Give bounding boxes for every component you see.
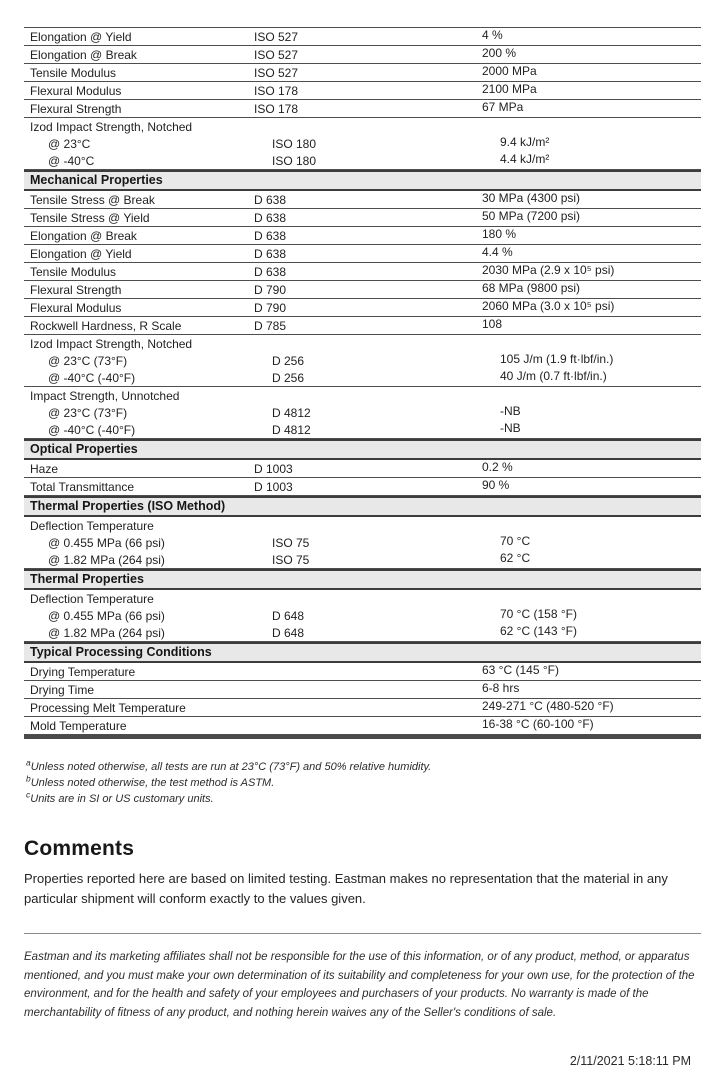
table-row (24, 607, 701, 624)
property-name: Elongation @ Break (30, 48, 137, 62)
section-title: Thermal Properties (ISO Method) (30, 499, 226, 513)
group-label: Izod Impact Strength, Notched (30, 337, 193, 351)
group-label: Deflection Temperature (30, 592, 154, 606)
test-method: D 1003 (254, 462, 293, 476)
table-row (24, 478, 701, 496)
table-row (24, 152, 701, 169)
property-name: @ 23°C (48, 137, 91, 151)
table-row (24, 717, 701, 735)
property-name: Tensile Stress @ Break (30, 193, 155, 207)
test-method: ISO 180 (272, 137, 317, 151)
table-row (24, 369, 701, 386)
property-group (24, 517, 701, 569)
property-name: @ 1.82 MPa (264 psi) (48, 553, 165, 567)
test-method: D 638 (254, 211, 287, 225)
properties-table-body (24, 28, 701, 735)
property-name: Drying Temperature (30, 665, 136, 679)
property-group (24, 118, 701, 170)
test-method: ISO 527 (254, 48, 299, 62)
property-value: 62 °C (500, 551, 531, 565)
test-method: ISO 527 (254, 30, 299, 44)
table-row (24, 82, 701, 100)
properties-table (24, 27, 701, 739)
table-row (24, 404, 701, 421)
property-group (24, 387, 701, 439)
table-row (24, 64, 701, 82)
property-value: 4.4 % (482, 245, 513, 259)
footnote (26, 775, 701, 791)
footnotes (24, 759, 701, 807)
group-label: Izod Impact Strength, Notched (30, 120, 193, 134)
table-row (24, 663, 701, 681)
table-row (24, 245, 701, 263)
footnote-marker: c (26, 789, 31, 800)
property-value: 249-271 °C (480-520 °F) (482, 699, 614, 713)
property-value: 30 MPa (4300 psi) (482, 191, 581, 205)
property-value: 108 (482, 317, 503, 331)
section-title: Thermal Properties (30, 572, 144, 586)
test-method: D 256 (272, 371, 305, 385)
property-name: Flexural Modulus (30, 84, 122, 98)
property-name: @ 1.82 MPa (264 psi) (48, 626, 165, 640)
property-name: Tensile Modulus (30, 66, 117, 80)
divider-line (24, 933, 701, 934)
footnote-marker: a (26, 757, 31, 768)
property-name: Elongation @ Yield (30, 30, 132, 44)
group-label-row (24, 517, 701, 534)
table-row (24, 681, 701, 699)
property-name: @ 23°C (73°F) (48, 406, 128, 420)
property-name: Drying Time (30, 683, 95, 697)
property-value: 0.2 % (482, 460, 513, 474)
test-method: ISO 180 (272, 154, 317, 168)
property-name: @ 0.455 MPa (66 psi) (48, 609, 165, 623)
test-method: D 4812 (272, 406, 311, 420)
test-method: ISO 75 (272, 553, 310, 567)
footnote-text: Unless noted otherwise, the test method is ASTM. (30, 777, 275, 789)
test-method: D 790 (254, 301, 287, 315)
table-row (24, 317, 701, 335)
table-row (24, 624, 701, 641)
property-value: 50 MPa (7200 psi) (482, 209, 581, 223)
footnote (26, 791, 701, 807)
table-row (24, 352, 701, 369)
group-label-row (24, 387, 701, 404)
test-method: D 648 (272, 609, 305, 623)
table-row (24, 534, 701, 551)
table-row (24, 209, 701, 227)
property-name: Elongation @ Break (30, 229, 137, 243)
property-name: Mold Temperature (30, 719, 127, 733)
test-method: D 256 (272, 354, 305, 368)
test-method: ISO 75 (272, 536, 310, 550)
group-label-row (24, 590, 701, 607)
comments-heading: Comments (24, 837, 135, 860)
table-row (24, 460, 701, 478)
test-method (248, 663, 476, 667)
table-row (24, 421, 701, 438)
footnote (26, 759, 701, 775)
table-row (24, 191, 701, 209)
property-name: Tensile Stress @ Yield (30, 211, 150, 225)
property-value: 40 J/m (0.7 ft·lbf/in.) (500, 369, 607, 383)
test-method: D 785 (254, 319, 287, 333)
property-name: Flexural Modulus (30, 301, 122, 315)
table-row (24, 28, 701, 46)
property-value: 67 MPa (482, 100, 524, 114)
legal-disclaimer: Eastman and its marketing affiliates shall not be responsible for the use of this information, or of any product, method, or apparatus mentioned, and you must make your own determination of its suitability and completeness for your own use, for the protection of the environment, and for the health and safety of your employees and purchasers of your products. No warranty is made of the merchantability of fitness of any product, and nothing herein waives any of the Seller's conditions of sale. (24, 951, 695, 1019)
property-name: Elongation @ Yield (30, 247, 132, 261)
property-value: 68 MPa (9800 psi) (482, 281, 581, 295)
property-name: @ -40°C (-40°F) (48, 371, 136, 385)
property-group (24, 590, 701, 642)
property-value: 2030 MPa (2.9 x 10⁵ psi) (482, 263, 615, 277)
section-header-row (24, 569, 701, 590)
property-name: @ -40°C (48, 154, 95, 168)
table-row (24, 299, 701, 317)
test-method: D 638 (254, 229, 287, 243)
property-name: @ 0.455 MPa (66 psi) (48, 536, 165, 550)
table-row (24, 281, 701, 299)
table-row (24, 699, 701, 717)
property-name: Processing Melt Temperature (30, 701, 186, 715)
section-header-row (24, 496, 701, 517)
test-method (248, 699, 476, 703)
group-label-row (24, 335, 701, 352)
property-value: 2000 MPa (482, 64, 537, 78)
test-method: ISO 178 (254, 102, 299, 116)
property-value: 62 °C (143 °F) (500, 624, 577, 638)
table-row (24, 135, 701, 152)
property-group (24, 335, 701, 387)
property-name: @ 23°C (73°F) (48, 354, 128, 368)
footnote-text: Unless noted otherwise, all tests are run at 23°C (73°F) and 50% relative humidity. (30, 761, 432, 773)
test-method: ISO 527 (254, 66, 299, 80)
test-method: D 638 (254, 247, 287, 261)
property-value: 2100 MPa (482, 82, 537, 96)
section-title: Mechanical Properties (30, 173, 163, 187)
test-method: ISO 178 (254, 84, 299, 98)
test-method: D 638 (254, 193, 287, 207)
property-value: 180 % (482, 227, 517, 241)
footnote-text: Units are in SI or US customary units. (30, 793, 214, 805)
property-name: Haze (30, 462, 59, 476)
group-label: Deflection Temperature (30, 519, 154, 533)
section-header-row (24, 170, 701, 191)
property-value: 4.4 kJ/m² (500, 152, 550, 166)
section-header-row (24, 439, 701, 460)
property-value: 200 % (482, 46, 517, 60)
property-name: Flexural Strength (30, 102, 122, 116)
property-value: -NB (500, 421, 521, 435)
property-value: 70 °C (500, 534, 531, 548)
table-row (24, 100, 701, 118)
test-method: D 1003 (254, 480, 293, 494)
footnote-marker: b (26, 773, 31, 784)
test-method: D 648 (272, 626, 305, 640)
test-method: D 790 (254, 283, 287, 297)
property-name: Rockwell Hardness, R Scale (30, 319, 182, 333)
table-row (24, 227, 701, 245)
property-name: @ -40°C (-40°F) (48, 423, 136, 437)
table-row (24, 551, 701, 568)
group-label: Impact Strength, Unnotched (30, 389, 180, 403)
property-value: 4 % (482, 28, 503, 42)
table-row (24, 46, 701, 64)
property-name: Total Transmittance (30, 480, 135, 494)
test-method: D 638 (254, 265, 287, 279)
section-title: Typical Processing Conditions (30, 645, 212, 659)
print-timestamp: 2/11/2021 5:18:11 PM (569, 1054, 691, 1068)
section-header-row (24, 642, 701, 663)
section-title: Optical Properties (30, 442, 138, 456)
table-row (24, 263, 701, 281)
property-name: Tensile Modulus (30, 265, 117, 279)
test-method: D 4812 (272, 423, 311, 437)
property-value: -NB (500, 404, 521, 418)
property-value: 105 J/m (1.9 ft·lbf/in.) (500, 352, 614, 366)
group-label-row (24, 118, 701, 135)
property-value: 16-38 °C (60-100 °F) (482, 717, 594, 731)
test-method (248, 717, 476, 721)
property-value: 70 °C (158 °F) (500, 607, 577, 621)
property-value: 90 % (482, 478, 510, 492)
property-value: 63 °C (145 °F) (482, 663, 559, 677)
property-value: 2060 MPa (3.0 x 10⁵ psi) (482, 299, 615, 313)
comments-body: Properties reported here are based on limited testing. Eastman makes no representation that the material in any particular shipment will conform exactly to the values given. (24, 871, 668, 906)
property-name: Flexural Strength (30, 283, 122, 297)
property-value: 9.4 kJ/m² (500, 135, 550, 149)
property-value: 6-8 hrs (482, 681, 520, 695)
test-method (248, 681, 476, 685)
